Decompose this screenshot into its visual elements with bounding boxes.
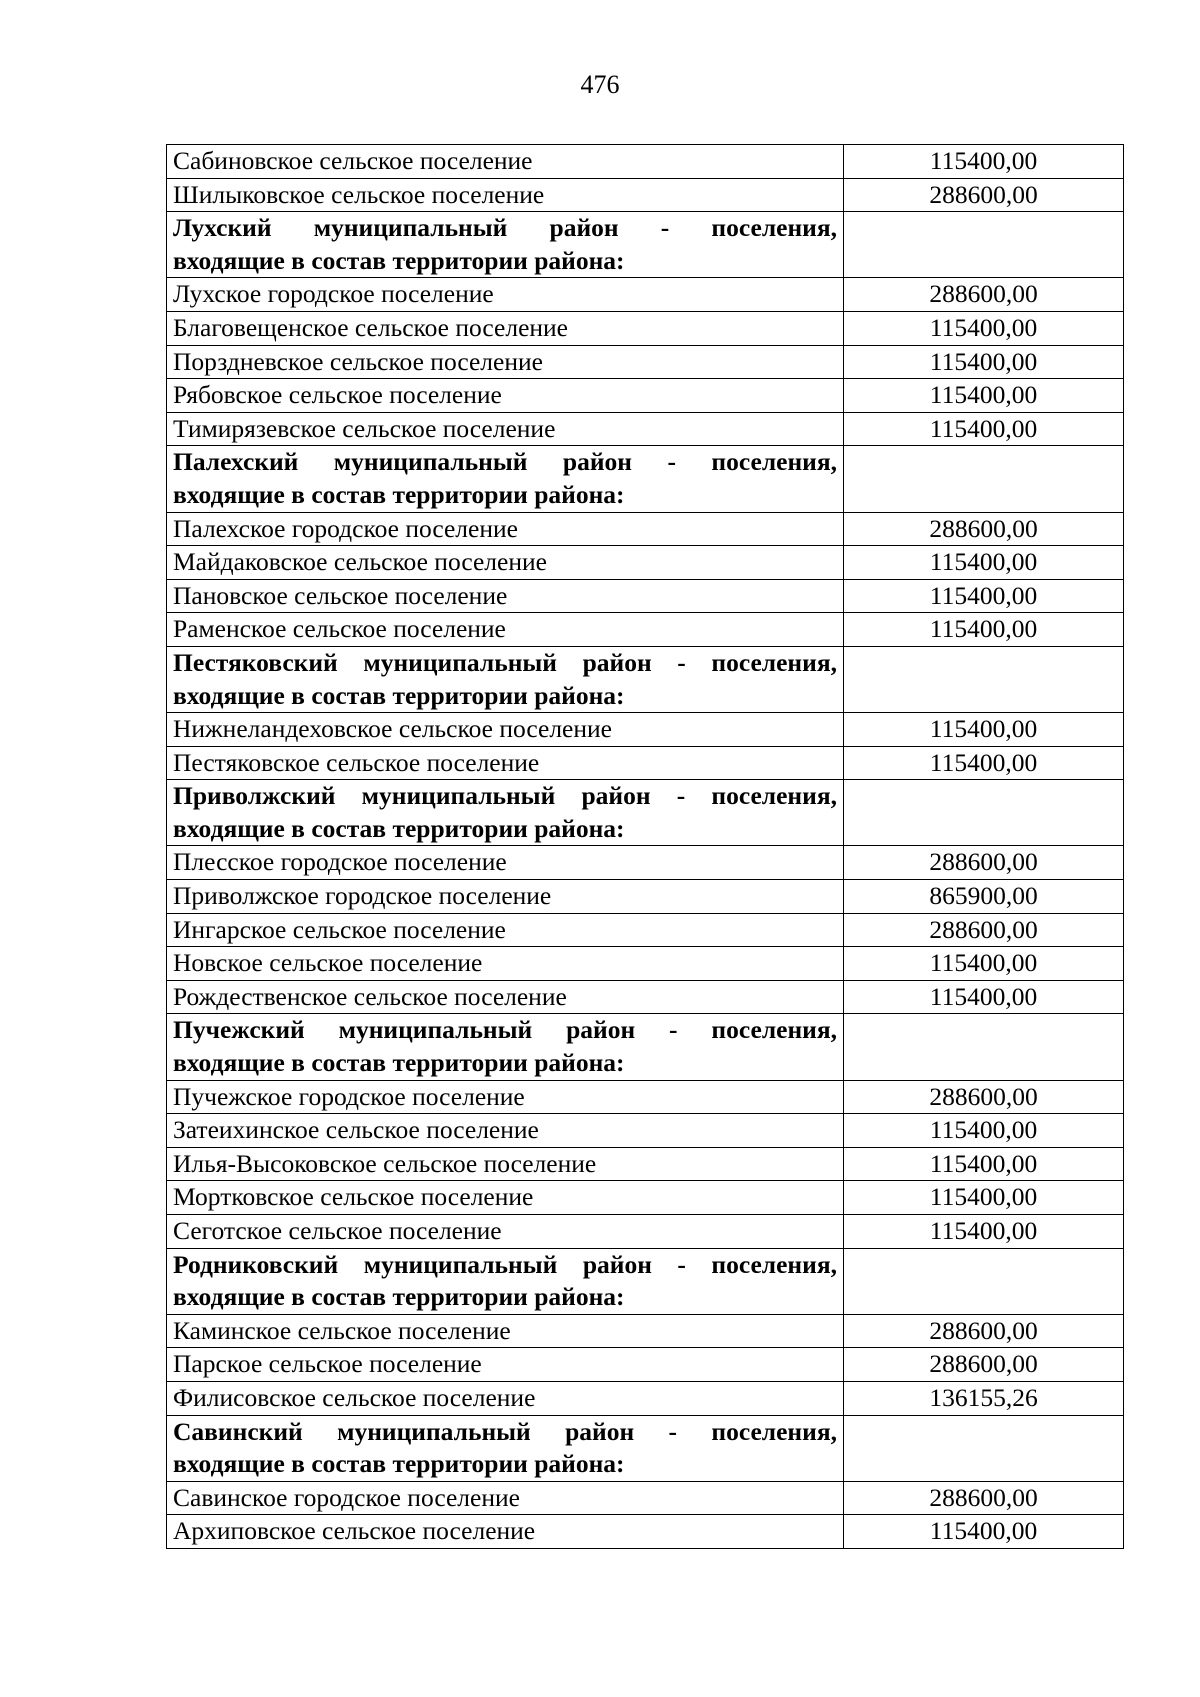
settlement-amount: 865900,00 (844, 880, 1124, 914)
table-row (167, 613, 1124, 647)
table-row (167, 980, 1124, 1014)
settlement-amount: 115400,00 (844, 1215, 1124, 1249)
table-row (167, 1080, 1124, 1114)
settlement-amount: 115400,00 (844, 713, 1124, 747)
table-row (167, 412, 1124, 446)
settlement-amount: 115400,00 (844, 412, 1124, 446)
table-row (167, 311, 1124, 345)
table-row (167, 846, 1124, 880)
settlements-table (166, 144, 1124, 1549)
district-header-line1: Приволжский муниципальный район - поселения, (173, 781, 837, 811)
settlement-name: Тимирязевское сельское поселение (167, 412, 844, 446)
table-row (167, 579, 1124, 613)
empty-amount-cell (844, 1014, 1124, 1080)
table-row (167, 880, 1124, 914)
district-header-line1: Пестяковский муниципальный район - поселения, (173, 647, 837, 677)
settlement-name: Рождественское сельское поселение (167, 980, 844, 1014)
settlement-name: Майдаковское сельское поселение (167, 546, 844, 580)
table-row (167, 913, 1124, 947)
settlement-name: Плесское городское поселение (167, 846, 844, 880)
settlement-name: Сабиновское сельское поселение (167, 145, 844, 179)
empty-amount-cell (844, 646, 1124, 712)
settlement-amount: 136155,26 (844, 1381, 1124, 1415)
district-header (167, 780, 844, 846)
empty-amount-cell (844, 780, 1124, 846)
settlement-name: Илья-Высоковское сельское поселение (167, 1147, 844, 1181)
district-header-line1: Савинский муниципальный район - поселения, (173, 1416, 837, 1446)
table-row (167, 947, 1124, 981)
settlement-amount: 115400,00 (844, 1147, 1124, 1181)
settlement-name: Новское сельское поселение (167, 947, 844, 981)
settlement-amount: 288600,00 (844, 512, 1124, 546)
settlement-amount: 115400,00 (844, 379, 1124, 413)
settlement-amount: 288600,00 (844, 1481, 1124, 1515)
settlement-amount: 288600,00 (844, 1314, 1124, 1348)
district-header-row (167, 780, 1124, 846)
settlement-name: Шилыковское сельское поселение (167, 178, 844, 212)
settlement-amount: 115400,00 (844, 579, 1124, 613)
district-header-line1: Лухский муниципальный район - поселения, (173, 213, 837, 243)
table-row (167, 746, 1124, 780)
empty-amount-cell (844, 212, 1124, 278)
district-header-line2: входящие в состав территории района: (173, 1282, 625, 1312)
settlement-amount: 115400,00 (844, 1181, 1124, 1215)
table-row (167, 379, 1124, 413)
settlement-name: Лухское городское поселение (167, 278, 844, 312)
district-header-row (167, 646, 1124, 712)
district-header (167, 1248, 844, 1314)
district-header-line2: входящие в состав территории района: (173, 680, 625, 710)
settlement-amount: 115400,00 (844, 746, 1124, 780)
settlement-name: Ингарское сельское поселение (167, 913, 844, 947)
district-header-row (167, 1014, 1124, 1080)
table-row (167, 1215, 1124, 1249)
district-header (167, 212, 844, 278)
settlement-name: Сеготское сельское поселение (167, 1215, 844, 1249)
table-row (167, 178, 1124, 212)
table-row (167, 278, 1124, 312)
empty-amount-cell (844, 1415, 1124, 1481)
settlement-amount: 115400,00 (844, 1114, 1124, 1148)
district-header-row (167, 446, 1124, 512)
settlement-name: Пучежское городское поселение (167, 1080, 844, 1114)
empty-amount-cell (844, 446, 1124, 512)
settlement-amount: 115400,00 (844, 345, 1124, 379)
district-header-line1: Пучежский муниципальный район - поселения, (173, 1015, 837, 1045)
settlement-name: Пановское сельское поселение (167, 579, 844, 613)
settlement-amount: 288600,00 (844, 178, 1124, 212)
settlement-amount: 288600,00 (844, 1080, 1124, 1114)
settlement-name: Порздневское сельское поселение (167, 345, 844, 379)
table-row (167, 1181, 1124, 1215)
settlement-name: Парское сельское поселение (167, 1348, 844, 1382)
settlement-amount: 288600,00 (844, 846, 1124, 880)
settlements-table-body (167, 145, 1124, 1549)
settlement-name: Благовещенское сельское поселение (167, 311, 844, 345)
table-row (167, 345, 1124, 379)
settlement-name: Архиповское сельское поселение (167, 1515, 844, 1549)
table-row (167, 145, 1124, 179)
settlement-name: Затеихинское сельское поселение (167, 1114, 844, 1148)
table-row (167, 1481, 1124, 1515)
page-number: 476 (580, 70, 620, 99)
settlement-amount: 115400,00 (844, 546, 1124, 580)
settlement-name: Приволжское городское поселение (167, 880, 844, 914)
table-row (167, 1515, 1124, 1549)
district-header-line2: входящие в состав территории района: (173, 479, 625, 509)
district-header-line1: Палехский муниципальный район - поселения, (173, 447, 837, 477)
settlement-name: Савинское городское поселение (167, 1481, 844, 1515)
settlement-name: Раменское сельское поселение (167, 613, 844, 647)
settlement-amount: 115400,00 (844, 947, 1124, 981)
district-header-line2: входящие в состав территории района: (173, 813, 625, 843)
district-header-row (167, 212, 1124, 278)
district-header-line1: Родниковский муниципальный район - поселения, (173, 1249, 837, 1279)
district-header (167, 446, 844, 512)
settlement-amount: 288600,00 (844, 1348, 1124, 1382)
table-row (167, 713, 1124, 747)
settlement-amount: 115400,00 (844, 145, 1124, 179)
settlement-amount: 115400,00 (844, 1515, 1124, 1549)
settlement-name: Палехское городское поселение (167, 512, 844, 546)
settlement-amount: 288600,00 (844, 278, 1124, 312)
district-header (167, 1014, 844, 1080)
district-header-line2: входящие в состав территории района: (173, 1048, 625, 1078)
settlement-name: Филисовское сельское поселение (167, 1381, 844, 1415)
empty-amount-cell (844, 1248, 1124, 1314)
settlement-amount: 115400,00 (844, 980, 1124, 1014)
settlement-name: Мортковское сельское поселение (167, 1181, 844, 1215)
settlement-name: Рябовское сельское поселение (167, 379, 844, 413)
settlement-name: Нижнеландеховское сельское поселение (167, 713, 844, 747)
table-row (167, 1381, 1124, 1415)
table-row (167, 1314, 1124, 1348)
table-row (167, 546, 1124, 580)
settlement-name: Каминское сельское поселение (167, 1314, 844, 1348)
district-header (167, 646, 844, 712)
settlement-amount: 115400,00 (844, 613, 1124, 647)
settlement-name: Пестяковское сельское поселение (167, 746, 844, 780)
table-row (167, 1147, 1124, 1181)
settlement-amount: 288600,00 (844, 913, 1124, 947)
table-row (167, 512, 1124, 546)
district-header-line2: входящие в состав территории района: (173, 245, 625, 275)
settlement-amount: 115400,00 (844, 311, 1124, 345)
table-row (167, 1348, 1124, 1382)
district-header-line2: входящие в состав территории района: (173, 1449, 625, 1479)
district-header-row (167, 1415, 1124, 1481)
district-header-row (167, 1248, 1124, 1314)
district-header (167, 1415, 844, 1481)
table-row (167, 1114, 1124, 1148)
